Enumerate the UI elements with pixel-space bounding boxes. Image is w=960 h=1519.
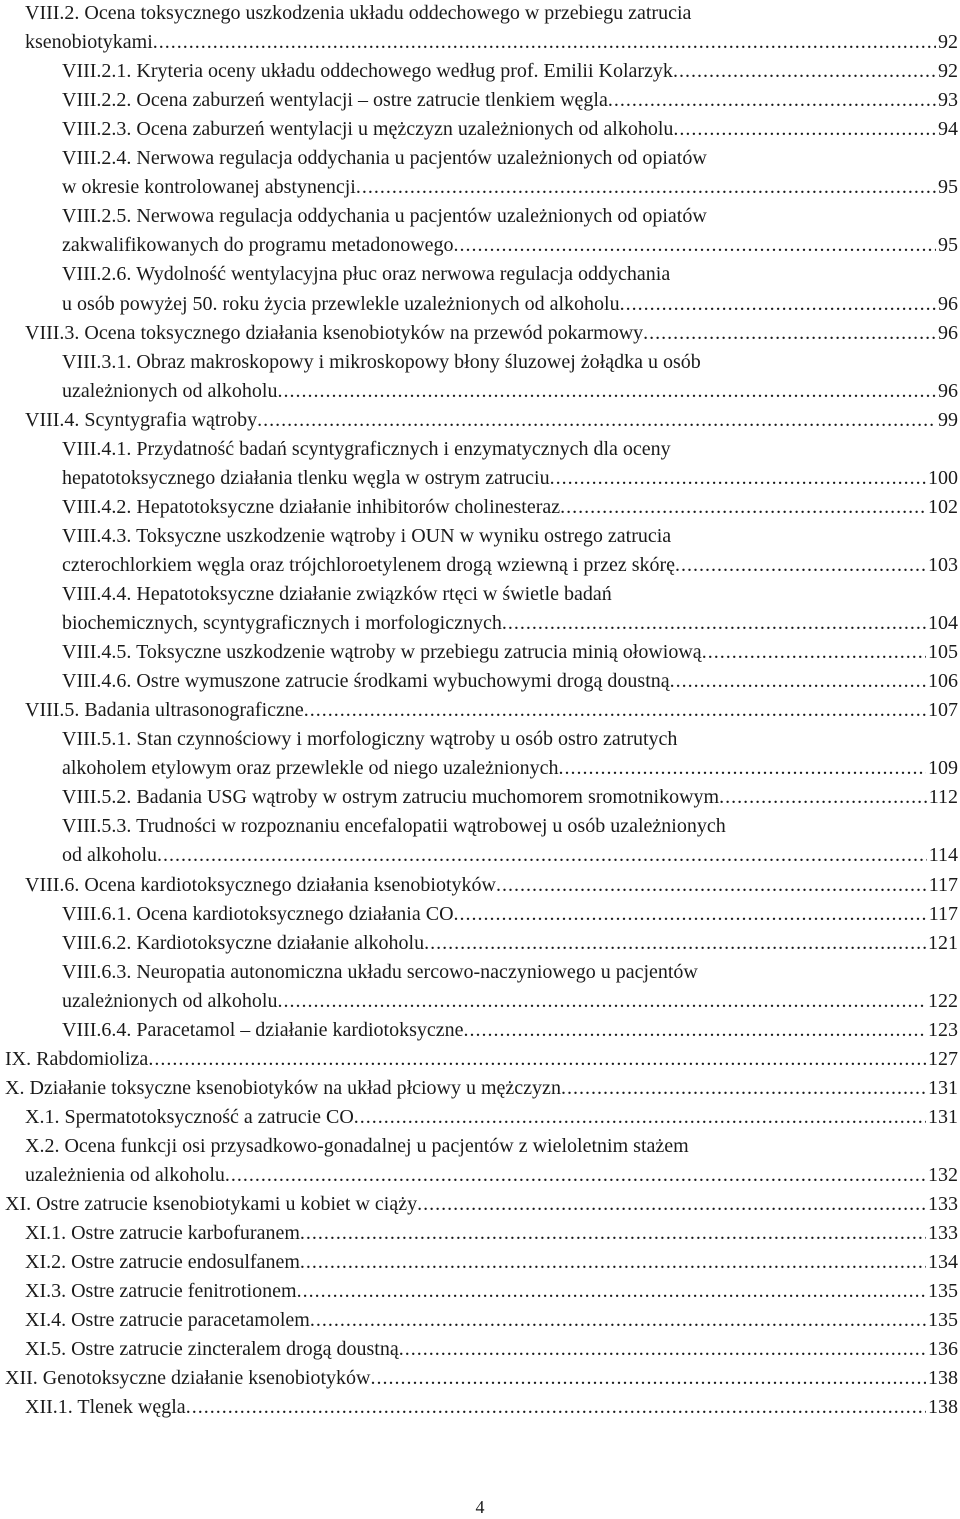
toc-entry-title: VIII.4.1. Przydatność badań scyntygraficznych i enzymatycznych dla oceny (62, 437, 671, 460)
toc-entry-title: czterochlorkiem węgla oraz trójchloroetylenem drogą wziewną i przez skórę (62, 553, 676, 576)
toc-entry[interactable] (62, 435, 958, 464)
toc-entry-page: 121 (928, 931, 958, 954)
toc-entry-page: 92 (938, 31, 958, 54)
toc-entry-title: VIII.2. Ocena toksycznego uszkodzenia układu oddechowego w przebiegu zatrucia (25, 2, 692, 24)
toc-entry-title: biochemicznych, scyntygraficznych i morfologicznych (62, 612, 502, 635)
toc-entry-title: u osób powyżej 50. roku życia przewlekle uzależnionych od alkoholu (62, 292, 620, 315)
toc-entry[interactable] (25, 319, 958, 348)
toc-entry[interactable] (25, 406, 958, 435)
toc-entry[interactable] (62, 580, 958, 609)
toc-entry-page: 123 (928, 1018, 958, 1041)
dot-leader (673, 57, 936, 86)
dot-leader (278, 987, 927, 1016)
toc-entry-title: VIII.2.2. Ocena zaburzeń wentylacji – ostre zatrucie tlenkiem węgla (62, 89, 608, 112)
toc-entry[interactable] (62, 551, 958, 580)
toc-entry-title: VIII.3. Ocena toksycznego działania ksenobiotyków na przewód pokarmowy (25, 321, 644, 344)
toc-entry-page: 109 (928, 757, 958, 780)
toc-entry-page: 114 (928, 844, 958, 867)
toc-entry[interactable] (62, 725, 958, 754)
page-number: 4 (475, 1497, 485, 1517)
toc-entry-title: VIII.2.6. Wydolność wentylacyjna płuc oraz nerwowa regulacja oddychania (62, 263, 671, 286)
toc-entry-page: 94 (938, 118, 958, 141)
toc-entry-title: X. Działanie toksyczne ksenobiotyków na układ płciowy u mężczyzn (5, 1076, 561, 1099)
toc-entry-page: 96 (938, 321, 958, 344)
toc-entry-page: 105 (928, 641, 958, 664)
dot-leader (464, 1016, 926, 1045)
toc-entry-page: 127 (928, 1047, 958, 1070)
toc-entry[interactable] (25, 1103, 958, 1132)
toc-entry-title: VIII.3.1. Obraz makroskopowy i mikroskopowy błony śluzowej żołądka u osób (62, 350, 701, 373)
toc-entry[interactable] (62, 260, 958, 289)
toc-entry-title: hepatotoksycznego działania tlenku węgla w ostrym zatruciu (62, 466, 550, 489)
toc-entry-title: XI.5. Ostre zatrucie zincteralem drogą doustną (25, 1338, 399, 1361)
toc-entry-page: 92 (938, 60, 958, 83)
toc-entry[interactable] (62, 1016, 958, 1045)
toc-entry[interactable] (5, 1074, 958, 1103)
toc-entry-page: 95 (938, 176, 958, 199)
toc-entry-page: 117 (928, 902, 958, 925)
toc-entry[interactable] (62, 958, 958, 987)
dot-leader (454, 231, 936, 260)
toc-entry-page: 136 (928, 1338, 958, 1361)
toc-entry-title: XII. Genotoksyczne działanie ksenobiotyków (5, 1367, 371, 1390)
dot-leader (225, 1161, 926, 1190)
dot-leader (454, 900, 927, 929)
toc-entry-page: 99 (938, 408, 958, 431)
toc-entry-page: 131 (928, 1076, 958, 1099)
toc-entry[interactable] (5, 1364, 958, 1393)
toc-entry-title: VIII.2.4. Nerwowa regulacja oddychania u pacjentów uzależnionych od opiatów (62, 147, 707, 170)
toc-entry-page: 104 (928, 612, 958, 635)
toc-entry-page: 138 (928, 1396, 958, 1419)
toc-entry-title: VIII.4.4. Hepatotoksyczne działanie związków rtęci w świetle badań (62, 583, 612, 605)
toc-entry-title: VIII.6.2. Kardiotoksyczne działanie alkoholu (62, 931, 425, 954)
toc-entry[interactable] (25, 0, 958, 28)
toc-entry[interactable] (62, 231, 958, 260)
toc-entry[interactable] (62, 57, 958, 86)
dot-leader (399, 1335, 926, 1364)
toc-entry[interactable] (62, 667, 958, 696)
toc-entry-title: XI.4. Ostre zatrucie paracetamolem (25, 1309, 310, 1332)
toc-entry-title: VIII.4.3. Toksyczne uszkodzenie wątroby i OUN w wyniku ostrego zatrucia (62, 524, 672, 547)
toc-entry-page: 103 (928, 553, 958, 576)
toc-entry-title: VIII.4.6. Ostre wymuszone zatrucie środkami wybuchowymi drogą doustną (62, 670, 670, 693)
toc-entry[interactable] (62, 754, 958, 783)
toc-entry-page: 117 (928, 873, 958, 896)
dot-leader (157, 841, 927, 870)
dot-leader (257, 406, 936, 435)
dot-leader (370, 1364, 926, 1393)
toc-entry[interactable] (5, 1045, 958, 1074)
dot-leader (560, 493, 926, 522)
toc-entry-page: 132 (928, 1164, 958, 1186)
dot-leader (424, 929, 926, 958)
toc-entry-page: 95 (938, 234, 958, 257)
toc-entry[interactable] (25, 871, 958, 900)
dot-leader (278, 377, 937, 406)
toc-entry[interactable] (25, 1248, 958, 1277)
dot-leader (186, 1393, 926, 1422)
toc-entry-title: VIII.5. Badania ultrasonograficzne (25, 699, 304, 722)
dot-leader (300, 1219, 926, 1248)
dot-leader (496, 871, 927, 900)
dot-leader (675, 551, 926, 580)
dot-leader (417, 1190, 926, 1219)
toc-entry-title: VIII.6. Ocena kardiotoksycznego działania ksenobiotyków (25, 873, 496, 896)
toc-entry-title: alkoholem etylowym oraz przewlekle od niego uzależnionych (62, 757, 559, 780)
toc-entry[interactable] (25, 696, 958, 725)
dot-leader (310, 1306, 926, 1335)
toc-entry-title: VIII.5.3. Trudności w rozpoznaniu encefalopatii wątrobowej u osób uzależnionych (62, 815, 726, 838)
dot-leader (300, 1248, 926, 1277)
toc-entry-title: uzależnionych od alkoholu (62, 379, 278, 402)
toc-entry-page: 96 (938, 379, 958, 402)
toc-entry[interactable] (62, 638, 958, 667)
dot-leader (153, 28, 936, 57)
toc-entry-page: 134 (928, 1251, 958, 1274)
toc-entry-title: XII.1. Tlenek węgla (25, 1396, 186, 1419)
dot-leader (561, 1074, 926, 1103)
toc-entry[interactable] (25, 1335, 958, 1364)
toc-entry-page: 100 (928, 466, 958, 489)
toc-entry[interactable] (62, 173, 958, 202)
toc-entry[interactable] (62, 929, 958, 958)
dot-leader (297, 1277, 926, 1306)
toc-entry[interactable] (62, 377, 958, 406)
toc-entry[interactable] (62, 841, 958, 870)
toc-entry[interactable] (62, 464, 958, 493)
dot-leader (550, 464, 926, 493)
dot-leader (608, 86, 936, 115)
toc-entry-title: XI.1. Ostre zatrucie karbofuranem (25, 1222, 300, 1245)
toc-entry[interactable] (25, 1219, 958, 1248)
dot-leader (148, 1045, 926, 1074)
toc-entry-title: VIII.6.3. Neuropatia autonomiczna układu sercowo-naczyniowego u pacjentów (62, 960, 698, 983)
toc-entry-title: XI.3. Ostre zatrucie fenitrotionem (25, 1280, 297, 1303)
toc-entry-page: 93 (938, 89, 958, 112)
toc-entry[interactable] (62, 144, 958, 173)
toc-entry-title: w okresie kontrolowanej abstynencji (62, 176, 356, 199)
toc-entry-title: uzależnienia od alkoholu (25, 1164, 225, 1186)
dot-leader (673, 115, 936, 144)
toc-entry[interactable] (62, 783, 958, 812)
toc-entry-title: od alkoholu (62, 844, 157, 867)
toc-entry-title: VIII.6.1. Ocena kardiotoksycznego działania CO (62, 902, 454, 925)
toc-entry[interactable] (62, 987, 958, 1016)
toc-entry-title: VIII.5.2. Badania USG wątroby w ostrym zatruciu muchomorem sromotnikowym (62, 786, 720, 809)
toc-entry[interactable] (62, 202, 958, 231)
toc-entry-title: VIII.4.5. Toksyczne uszkodzenie wątroby w przebiegu zatrucia minią ołowiową (62, 641, 702, 664)
toc-entry[interactable] (62, 900, 958, 929)
toc-entry[interactable] (25, 28, 958, 57)
toc-entry-title: XI.2. Ostre zatrucie endosulfanem (25, 1251, 300, 1274)
dot-leader (670, 667, 926, 696)
toc-entry[interactable] (25, 1277, 958, 1306)
toc-entry-page: 107 (928, 699, 958, 722)
toc-entry-title: VIII.4.2. Hepatotoksyczne działanie inhibitorów cholinesteraz (62, 495, 561, 518)
toc-entry[interactable] (62, 609, 958, 638)
dot-leader (502, 609, 926, 638)
toc-entry-page: 131 (928, 1105, 958, 1128)
toc-entry[interactable] (5, 1190, 958, 1219)
toc-entry[interactable] (62, 348, 958, 377)
toc-entry-page: 133 (928, 1193, 958, 1216)
toc-entry[interactable] (62, 522, 958, 551)
toc-entry-title: ksenobiotykami (25, 31, 153, 54)
toc-entry[interactable] (25, 1393, 958, 1422)
toc-entry[interactable] (62, 115, 958, 144)
toc-entry-page: 135 (928, 1280, 958, 1303)
toc-entry[interactable] (62, 86, 958, 115)
toc-entry[interactable] (62, 493, 958, 522)
dot-leader (304, 696, 926, 725)
toc-entry-title: VIII.2.3. Ocena zaburzeń wentylacji u mężczyzn uzależnionych od alkoholu (62, 118, 674, 141)
toc-entry-title: VIII.2.1. Kryteria oceny układu oddechowego według prof. Emilii Kolarzyk (62, 60, 673, 83)
toc-entry[interactable] (62, 290, 958, 319)
toc-entry-title: VIII.4. Scyntygrafia wątroby (25, 408, 258, 431)
toc-entry-page: 102 (928, 495, 958, 518)
dot-leader (356, 173, 936, 202)
toc-entry-page: 138 (928, 1367, 958, 1390)
toc-entry-title: X.1. Spermatotoksyczność a zatrucie CO (25, 1105, 354, 1128)
dot-leader (719, 783, 927, 812)
dot-leader (702, 638, 926, 667)
toc-entry-page: 106 (928, 670, 958, 693)
toc-entry-title: uzależnionych od alkoholu (62, 989, 278, 1012)
toc-entry-title: VIII.2.5. Nerwowa regulacja oddychania u pacjentów uzależnionych od opiatów (62, 205, 707, 228)
toc-entry-title: VIII.5.1. Stan czynnościowy i morfologiczny wątroby u osób ostro zatrutych (62, 728, 678, 751)
toc-entry[interactable] (25, 1306, 958, 1335)
toc-entry-page: 112 (928, 786, 958, 809)
dot-leader (354, 1103, 926, 1132)
toc-entry-title: XI. Ostre zatrucie ksenobiotykami u kobiet w ciąży (5, 1193, 418, 1216)
toc-entry[interactable] (25, 1161, 958, 1190)
toc-entry-page: 135 (928, 1309, 958, 1332)
toc-entry[interactable] (25, 1132, 958, 1161)
dot-leader (558, 754, 926, 783)
toc-entry-page: 96 (938, 292, 958, 315)
toc-entry-title: zakwalifikowanych do programu metadonowego (62, 234, 454, 257)
toc-entry[interactable] (62, 812, 958, 841)
toc-entry-title: IX. Rabdomioliza (5, 1047, 149, 1070)
dot-leader (643, 319, 936, 348)
toc-entry-page: 133 (928, 1222, 958, 1245)
dot-leader (620, 290, 936, 319)
toc-entry-title: VIII.6.4. Paracetamol – działanie kardiotoksyczne (62, 1018, 464, 1041)
toc-entry-title: X.2. Ocena funkcji osi przysadkowo-gonadalnej u pacjentów z wieloletnim stażem (25, 1134, 689, 1157)
toc-entry-page: 122 (928, 989, 958, 1012)
